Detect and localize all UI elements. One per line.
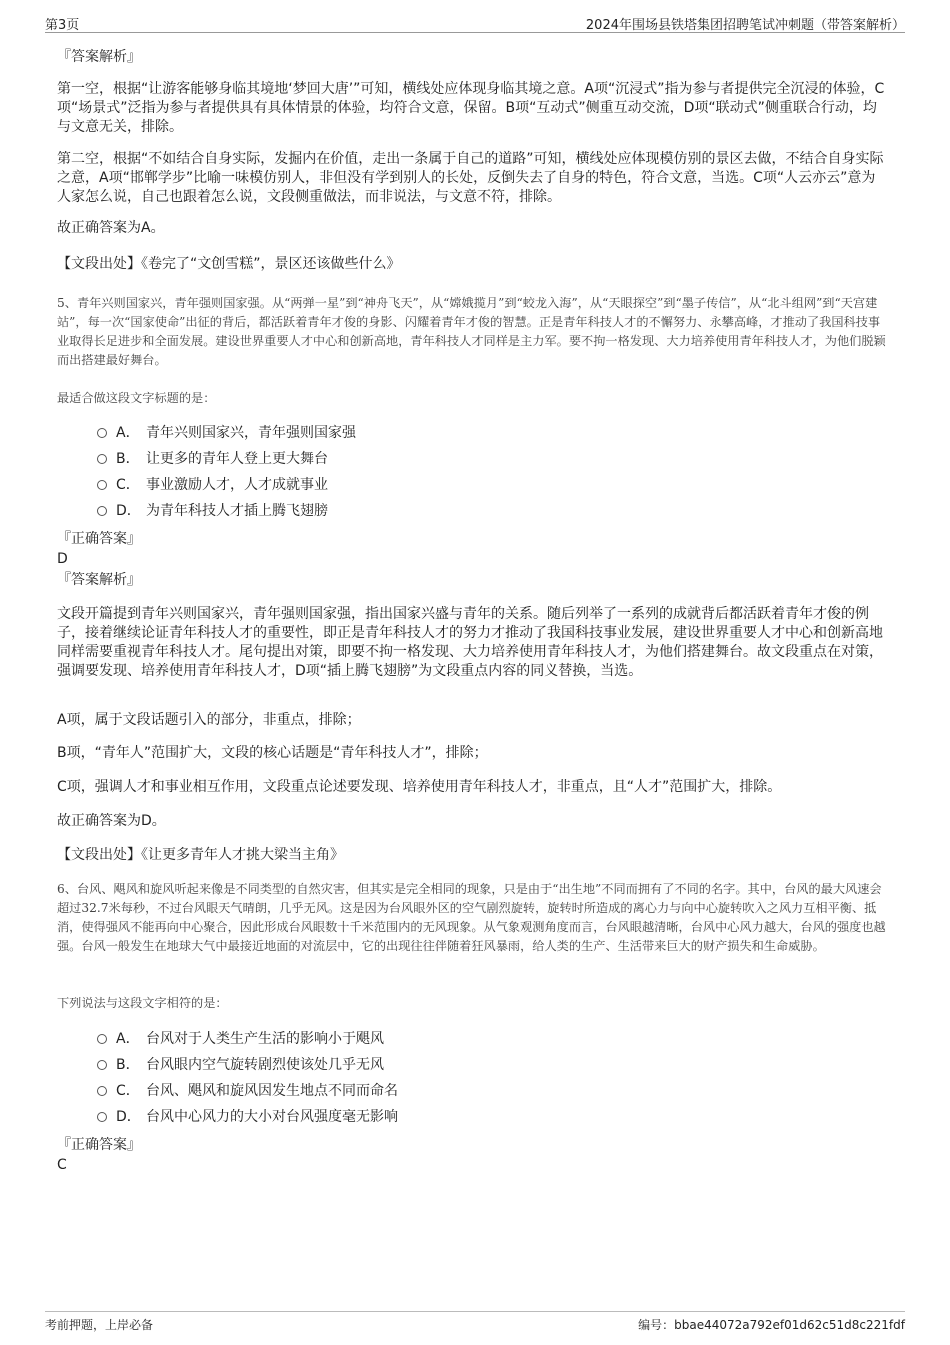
- page-footer: [45, 1311, 905, 1336]
- footer-slogan: 考前押题，上岸必备: [45, 1318, 154, 1332]
- radio-icon[interactable]: [97, 1034, 107, 1044]
- q6-option-a[interactable]: A． 台风对于人类生产生活的影响小于飓风: [97, 1030, 384, 1049]
- q5-source: 【文段出处】《让更多青年人才挑大梁当主角》: [57, 847, 344, 863]
- q4-analysis-p2: 第二空，根据“不如结合自身实际，发掘内在价值，走出一条属于自己的道路”可知，横线处应体现模仿别的景区去做，不结合自身实际之意，A项“邯郸学步”比喻一味模仿别人，非但没有学到别人的长处，反倒失去了自身的特色，符合文意，当选。C项“人云亦云”意为人家怎么说，自己也跟着怎么说，文段侧重做法，而非说法，与文意不符，排除。: [57, 151, 884, 205]
- q4-analysis-conclusion: 故正确答案为A。: [57, 220, 165, 236]
- q6-question: 下列说法与这段文字相符的是：: [57, 996, 228, 1010]
- q6-answer: C: [57, 1157, 67, 1173]
- q5-option-a[interactable]: A． 青年兴则国家兴，青年强则国家强: [97, 424, 356, 443]
- q6-option-c[interactable]: C． 台风、飓风和旋风因发生地点不同而命名: [97, 1082, 398, 1101]
- q5-answer: D: [57, 551, 68, 567]
- q6-option-d[interactable]: D． 台风中心风力的大小对台风强度毫无影响: [97, 1108, 398, 1127]
- q5-analysis-p3: B项，“青年人”范围扩大，文段的核心话题是“青年科技人才”，排除；: [57, 745, 488, 761]
- q6-stem: 6、台风、飓风和旋风听起来像是不同类型的自然灾害，但其实是完全相同的现象，只是由于“出生地”不同而拥有了不同的名字。其中，台风的最大风速会超过32.7米每秒，不过台风眼天气晴朗，几乎无风。这是因为台风眼外区的空气剧烈旋转，旋转时所造成的离心力与向中心旋转吹入之风力互相平衡、抵消，使得强风不能再向中心聚合，因此形成台风眼数十千米范围内的无风现象。从气象观测角度而言，台风眼越清晰，台风中心风力越大，台风的强度也越强。台风一般发生在地球大气中最接近地面的对流层中，它的出现往往伴随着狂风暴雨，给人类的生产、生活带来巨大的财产损失和生命威胁。: [57, 882, 886, 953]
- q5-analysis-conclusion: 故正确答案为D。: [57, 813, 166, 829]
- q5-option-d[interactable]: D． 为青年科技人才插上腾飞翅膀: [97, 502, 328, 521]
- radio-icon[interactable]: [97, 506, 107, 516]
- q4-analysis-label: 『答案解析』: [57, 49, 141, 65]
- radio-icon[interactable]: [97, 1086, 107, 1096]
- document-title: 2024年围场县铁塔集团招聘笔试冲刺题（带答案解析）: [585, 18, 905, 33]
- document-id: 编号：bbae44072a792ef01d62c51d8c221fdf: [638, 1318, 905, 1332]
- q4-source: 【文段出处】《卷完了“文创雪糕”，景区还该做些什么》: [57, 256, 401, 272]
- page-number: 第3页: [45, 18, 80, 33]
- q5-analysis-p2: A项，属于文段话题引入的部分，非重点，排除；: [57, 712, 361, 728]
- q6-option-b[interactable]: B． 台风眼内空气旋转剧烈使该处几乎无风: [97, 1056, 384, 1075]
- q5-answer-label: 『正确答案』: [57, 531, 141, 547]
- q6-answer-label: 『正确答案』: [57, 1137, 141, 1153]
- q5-option-b[interactable]: B． 让更多的青年人登上更大舞台: [97, 450, 328, 469]
- radio-icon[interactable]: [97, 480, 107, 490]
- q5-option-c[interactable]: C． 事业激励人才，人才成就事业: [97, 476, 328, 495]
- q5-analysis-label: 『答案解析』: [57, 572, 141, 588]
- page-header: [45, 12, 905, 33]
- radio-icon[interactable]: [97, 428, 107, 438]
- q5-analysis-p4: C项，强调人才和事业相互作用，文段重点论述要发现、培养使用青年科技人才，非重点，且“人才”范围扩大，排除。: [57, 779, 782, 795]
- radio-icon[interactable]: [97, 1060, 107, 1070]
- radio-icon[interactable]: [97, 1112, 107, 1122]
- q5-analysis-p1: 文段开篇提到青年兴则国家兴，青年强则国家强，指出国家兴盛与青年的关系。随后列举了一系列的成就背后都活跃着青年才俊的例子，接着继续论证青年科技人才的重要性，即正是青年科技人才的努力才推动了我国科技事业发展，建设世界重要人才中心和创新高地同样需要重视青年科技人才。尾句提出对策，即要不拘一格发现、大力培养使用青年科技人才，为他们搭建舞台。故文段重点在对策，强调要发现、培养使用青年科技人才，D项“插上腾飞翅膀”为文段重点内容的同义替换，当选。: [57, 606, 883, 679]
- radio-icon[interactable]: [97, 454, 107, 464]
- q5-stem: 5、青年兴则国家兴，青年强则国家强。从“两弹一星”到“神舟飞天”，从“嫦娥揽月”到“蛟龙入海”，从“天眼探空”到“墨子传信”，从“北斗组网”到“天宫建站”，每一次“国家使命”出征的背后，都活跃着青年才俊的身影、闪耀着青年才俊的智慧。正是青年科技人才的不懈努力、永攀高峰，才推动了我国科技事业取得长足进步和全面发展。建设世界重要人才中心和创新高地，青年科技人才同样是主力军。要不拘一格发现、大力培养使用青年科技人才，为他们脱颖而出搭建最好舞台。: [57, 296, 886, 367]
- q4-analysis-p1: 第一空，根据“让游客能够身临其境地‘梦回大唐’”可知，横线处应体现身临其境之意。A项“沉浸式”指为参与者提供完全沉浸的体验，C项“场景式”泛指为参与者提供具有具体情景的体验，均符合文意，保留。B项“互动式”侧重互动交流，D项“联动式”侧重联合行动，均与文意无关，排除。: [57, 81, 885, 135]
- q5-question: 最适合做这段文字标题的是：: [57, 391, 216, 405]
